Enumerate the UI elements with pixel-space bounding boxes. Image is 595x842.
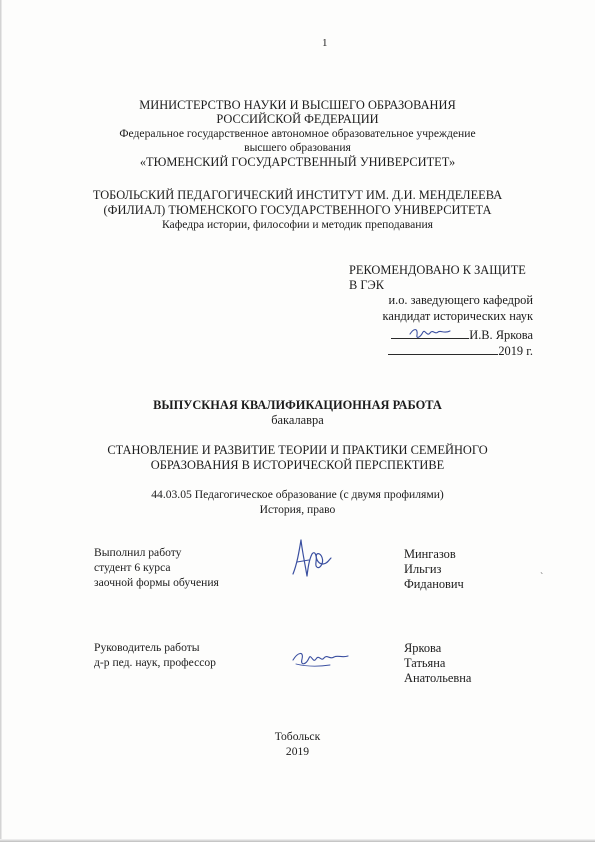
- program-code: 44.03.05 Педагогическое образование (с двумя профилями): [151, 488, 444, 501]
- author-role-line-1: Выполнил работу: [94, 546, 182, 559]
- approval-date-line: [388, 342, 498, 355]
- author-first-name: Ильгиз: [404, 562, 442, 576]
- supervisor-role-line-2: д-р пед. наук, профессор: [94, 656, 216, 669]
- author-role-line-3: заочной формы обучения: [94, 576, 219, 589]
- approval-degree: кандидат исторических наук: [382, 309, 533, 323]
- approval-signature: [408, 325, 452, 341]
- work-title-line-2: ОБРАЗОВАНИЯ В ИСТОРИЧЕСКОЙ ПЕРСПЕКТИВЕ: [150, 458, 445, 472]
- author-surname: Мингазов: [404, 547, 456, 561]
- institution-type-line-1: Федеральное государственное автономное образовательное учреждение: [119, 127, 476, 140]
- ministry-line-2: РОССИЙСКОЙ ФЕДЕРАЦИИ: [216, 112, 379, 126]
- approval-position: и.о. заведующего кафедрой: [388, 293, 533, 307]
- scan-speck: `: [540, 572, 544, 583]
- supervisor-first-name: Татьяна: [404, 656, 446, 670]
- supervisor-surname: Яркова: [404, 641, 442, 655]
- footer-city: Тобольск: [274, 730, 321, 743]
- author-signature: [287, 534, 335, 582]
- work-level: бакалавра: [271, 413, 324, 427]
- footer-year: 2019: [285, 745, 310, 758]
- approval-line-2: В ГЭК: [349, 278, 384, 292]
- department-name: Кафедра истории, философии и методик преподавания: [161, 218, 434, 231]
- work-title-line-1: СТАНОВЛЕНИЕ И РАЗВИТИЕ ТЕОРИИ И ПРАКТИКИ СЕМЕЙНОГО: [107, 443, 488, 457]
- approval-line-1: РЕКОМЕНДОВАНО К ЗАЩИТЕ: [349, 263, 526, 277]
- work-type: ВЫПУСКНАЯ КВАЛИФИКАЦИОННАЯ РАБОТА: [153, 398, 442, 412]
- author-patronymic: Фиданович: [404, 577, 464, 591]
- supervisor-role-line-1: Руководитель работы: [94, 641, 200, 654]
- author-role-line-2: студент 6 курса: [94, 561, 171, 574]
- institute-line-2: (ФИЛИАЛ) ТЮМЕНСКОГО ГОСУДАРСТВЕННОГО УНИВЕРСИТЕТА: [103, 203, 492, 217]
- approval-year: 2019 г.: [498, 344, 533, 358]
- university-name: «ТЮМЕНСКИЙ ГОСУДАРСТВЕННЫЙ УНИВЕРСИТЕТ»: [139, 155, 456, 169]
- page-number: 1: [322, 37, 328, 49]
- ministry-line-1: МИНИСТЕРСТВО НАУКИ И ВЫСШЕГО ОБРАЗОВАНИЯ: [139, 98, 456, 112]
- institution-type-line-2: высшего образования: [244, 141, 351, 154]
- approval-name: И.В. Яркова: [469, 328, 533, 342]
- institute-line-1: ТОБОЛЬСКИЙ ПЕДАГОГИЧЕСКИЙ ИНСТИТУТ ИМ. Д.И. МЕНДЕЛЕЕВА: [92, 188, 503, 202]
- approval-date-row: [388, 342, 533, 358]
- supervisor-patronymic: Анатольевна: [404, 671, 472, 685]
- supervisor-signature: [290, 646, 350, 672]
- program-profiles: История, право: [259, 503, 336, 516]
